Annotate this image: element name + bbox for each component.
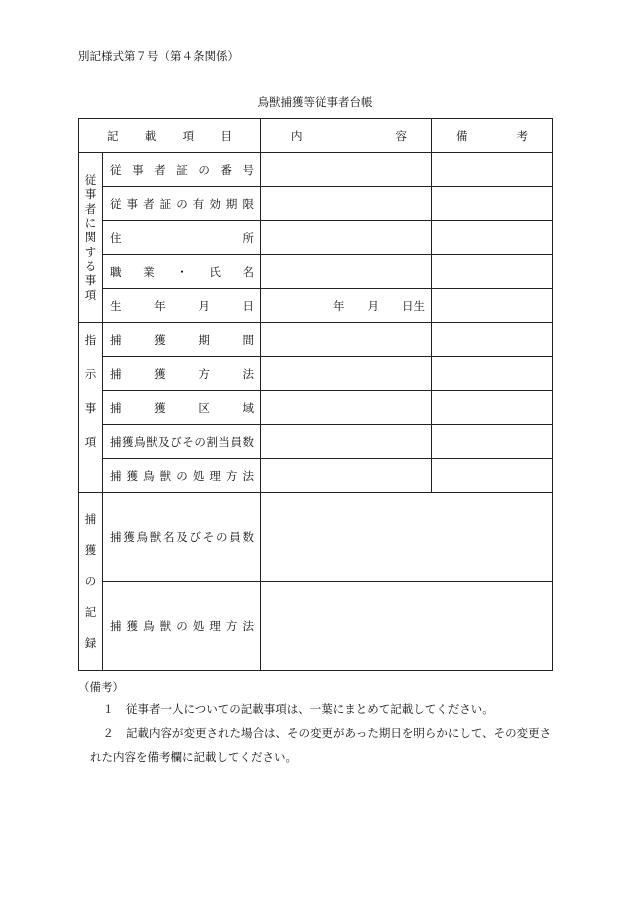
birthdate-template: 年 月 日生 — [333, 298, 425, 313]
remarks-cell[interactable] — [432, 153, 553, 187]
notes-heading: （備考） — [78, 680, 124, 694]
content-cell[interactable] — [261, 255, 432, 289]
form-number: 別記様式第７号（第４条関係） — [78, 49, 239, 63]
row-label: 従事者証の有効期限 — [110, 196, 254, 211]
note-text: 記載内容が変更された場合は、その変更があった期日を明らかにして、その変更さ — [126, 726, 552, 740]
remarks-cell[interactable] — [432, 221, 553, 255]
table-row — [79, 459, 553, 493]
table-row — [79, 493, 553, 582]
note-text: 従事者一人についての記載事項は、一葉にまとめて記載してください。 — [126, 702, 494, 716]
row-label: 生年月日 — [110, 298, 254, 313]
remarks-cell[interactable] — [432, 357, 553, 391]
content-cell[interactable] — [261, 391, 432, 425]
group-label-instructions: 指 示 事 項 — [79, 323, 103, 493]
content-cell[interactable] — [261, 425, 432, 459]
note-item — [78, 697, 552, 721]
row-label: 従事者証の番号 — [110, 162, 254, 177]
remarks-cell[interactable] — [432, 391, 553, 425]
row-label: 捕獲鳥獣の処理方法 — [110, 619, 254, 633]
header-remarks: 備考 — [456, 128, 528, 143]
remarks-cell[interactable] — [432, 289, 553, 323]
ledger-table — [78, 118, 553, 671]
content-cell[interactable] — [261, 323, 432, 357]
content-cell[interactable] — [261, 357, 432, 391]
remarks-cell[interactable] — [432, 323, 553, 357]
table-row — [79, 582, 553, 671]
table-row — [79, 391, 553, 425]
table-header-row — [79, 119, 553, 153]
content-cell[interactable] — [261, 187, 432, 221]
remarks-cell[interactable] — [432, 187, 553, 221]
remarks-cell[interactable] — [432, 459, 553, 493]
note-item — [78, 721, 552, 769]
note-number: ２ — [102, 726, 114, 740]
row-label: 捕獲方法 — [110, 366, 254, 381]
document-title: 鳥獣捕獲等従事者台帳 — [257, 95, 373, 109]
remarks-cell[interactable] — [432, 255, 553, 289]
row-label: 捕獲区域 — [110, 400, 254, 415]
note-number: １ — [102, 702, 114, 716]
content-cell[interactable] — [261, 221, 432, 255]
row-label: 捕獲鳥獣の処理方法 — [110, 468, 254, 483]
table-row — [79, 221, 553, 255]
row-label: 捕獲鳥獣及びその割当員数 — [110, 434, 254, 449]
row-label: 捕獲期間 — [110, 332, 254, 347]
row-label: 捕獲鳥獣名及びその員数 — [110, 530, 254, 544]
table-row — [79, 187, 553, 221]
birthdate-cell[interactable] — [261, 289, 432, 323]
header-item: 記載項目 — [107, 128, 232, 143]
table-row — [79, 255, 553, 289]
group-label-worker: 従 事 者 に 関 す る 事 項 — [79, 153, 103, 323]
table-row — [79, 153, 553, 187]
table-row — [79, 323, 553, 357]
group-label-capture-record: 捕 獲 の 記 録 — [79, 493, 103, 671]
row-label: 職業・氏名 — [110, 264, 254, 279]
table-row — [79, 425, 553, 459]
table-row — [79, 357, 553, 391]
content-cell[interactable] — [261, 153, 432, 187]
header-content: 内容 — [291, 128, 407, 143]
record-content-cell[interactable] — [261, 582, 553, 671]
row-label: 住所 — [110, 230, 254, 245]
note-text-continued: れた内容を備考欄に記載してください。 — [90, 750, 297, 764]
remarks-cell[interactable] — [432, 425, 553, 459]
content-cell[interactable] — [261, 459, 432, 493]
record-content-cell[interactable] — [261, 493, 553, 582]
table-row — [79, 289, 553, 323]
